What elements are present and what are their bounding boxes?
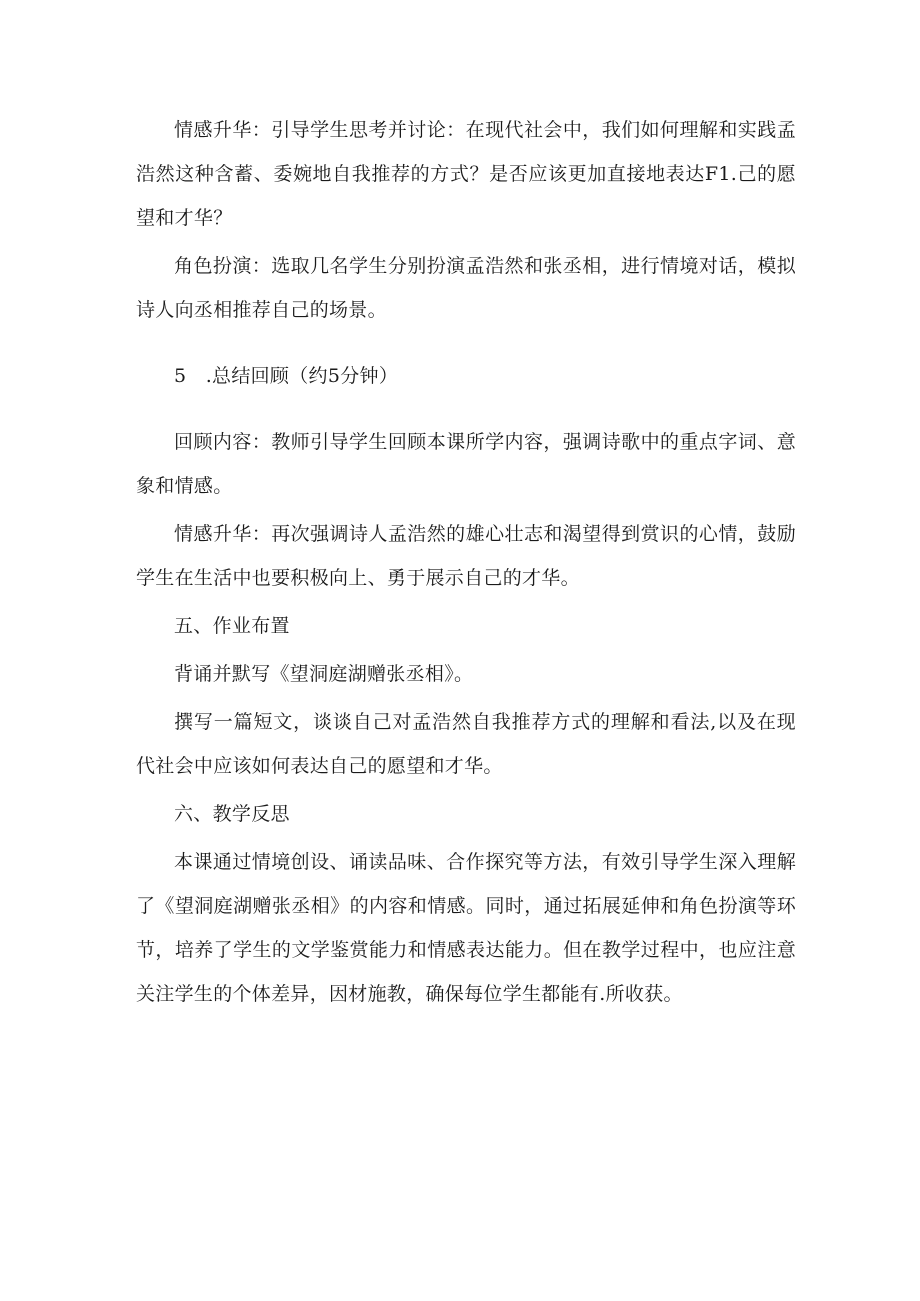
paragraph-homework-recite: 背诵并默写《望洞庭湖赠张丞相》。	[174, 663, 474, 685]
section-heading-homework: 五、作业布置	[174, 615, 290, 637]
paragraph-emotional-sublimation-encourage: 情感升华：再次强调诗人孟浩然的雄心壮志和渴望得到赏识的心情，鼓励学生在生活中也要积极向上、勇于展示自己的才华。	[136, 523, 796, 589]
section-heading-summary-review: 5 .总结回顾（约5分钟）	[174, 365, 399, 387]
paragraph-emotional-sublimation-discussion: 情感升华：引导学生思考并讨论：在现代社会中，我们如何理解和实践孟浩然这种含蓄、委婉地自我推荐的方式？是否应该更加直接地表达F1.己的愿望和才华？	[136, 119, 796, 229]
section-heading-teaching-reflection: 六、教学反思	[174, 803, 290, 825]
paragraph-teaching-reflection: 本课通过情境创设、诵读品味、合作探究等方法，有效引导学生深入理解了《望洞庭湖赠张丞相》的内容和情感。同时，通过拓展延伸和角色扮演等环节，培养了学生的文学鉴赏能力和情感表达能力。但在教学过程中，也应注意关注学生的个体差异，因材施教，确保每位学生都能有.所收获。	[136, 851, 796, 1005]
paragraph-homework-essay: 撰写一篇短文，谈谈自己对孟浩然自我推荐方式的理解和看法,以及在现代社会中应该如何表达自己的愿望和才华。	[136, 711, 796, 777]
document-body	[136, 108, 796, 1016]
paragraph-review-content: 回顾内容：教师引导学生回顾本课所学内容，强调诗歌中的重点字词、意象和情感。	[136, 431, 796, 497]
paragraph-role-play: 角色扮演：选取几名学生分别扮演孟浩然和张丞相，进行情境对话，模拟诗人向丞相推荐自己的场景。	[136, 255, 796, 321]
